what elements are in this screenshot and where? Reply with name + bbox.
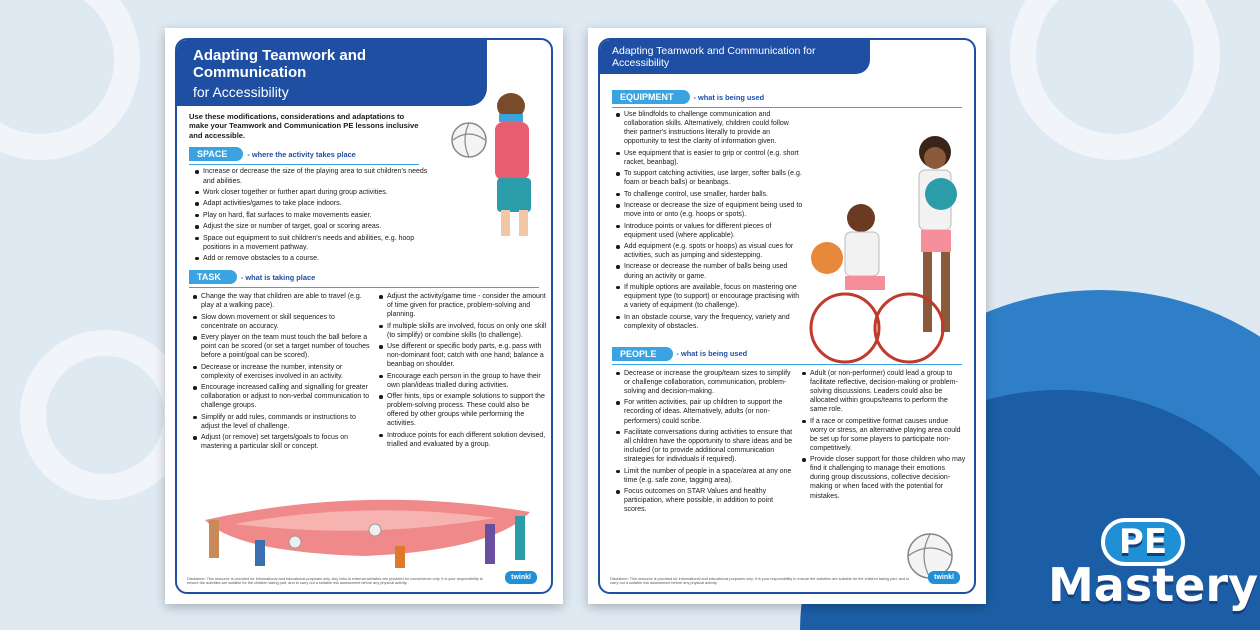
disclaimer-text: Disclaimer: This resource is provided for informational and educational purposes only. It is your responsibility to ensure the activities are suitable for the children taking part, and to carry out a suitable risk assessment before any physical activity. (610, 576, 910, 586)
list-item: Adapt activities/games to take place indoors. (193, 199, 439, 208)
people-tag: PEOPLE (612, 347, 673, 361)
list-item: Decrease or increase the group/team sizes to simplify or challenge collaboration, communication, problem-solving and decision-making. (614, 369, 794, 396)
people-subtitle: - what is being used (676, 349, 748, 359)
twinkl-badge: twinkl (505, 571, 537, 584)
wheelchair-players-illustration (805, 118, 975, 368)
list-item: Simplify or add rules, commands or instructions to adjust the level of challenge. (191, 413, 371, 431)
list-item: If multiple options are available, focus on mastering one equipment type (to support) or encourage practising with a variety of equipment (to challenge). (614, 283, 804, 310)
worksheet-page-1 (165, 28, 563, 604)
people-list-left (614, 367, 794, 517)
equipment-subtitle: - what is being used (693, 92, 765, 102)
page-title: Adapting Teamwork and Communication for Accessibility (600, 40, 870, 74)
list-item: Decrease or increase the number, intensity or complexity of exercises involved in an activity. (191, 363, 371, 381)
page-border (598, 38, 976, 594)
list-item: Increase or decrease the size of equipment being used to move into or onto (e.g. hoops or spots). (614, 201, 804, 219)
equipment-section-header (612, 90, 974, 104)
list-item: Use equipment that is easier to grip or control (e.g. short racket, beanbag). (614, 149, 804, 167)
equipment-list (614, 108, 804, 331)
logo-pe-text: PE (1101, 518, 1185, 566)
list-item: Increase or decrease the number of balls being used during an activity or game. (614, 262, 804, 280)
task-subtitle: - what is taking place (240, 272, 316, 282)
page-border (175, 38, 553, 594)
title-line-1: Adapting Teamwork and Communication (193, 47, 367, 81)
list-item: Adjust the size or number of target, goal or scoring areas. (193, 222, 439, 231)
list-item: For written activities, pair up children to support the recording of ideas. Alternatively, adults (or non-performers) could scribe. (614, 398, 794, 425)
list-item: Add equipment (e.g. spots or hoops) as visual cues for activities, such as jumping and sidestepping. (614, 242, 804, 260)
list-item: Add or remove obstacles to a course. (193, 254, 439, 263)
task-columns (177, 288, 551, 468)
list-item: Increase or decrease the size of the playing area to suit children's needs and abilities. (193, 167, 439, 185)
task-list-left (191, 290, 371, 454)
list-item: Play on hard, flat surfaces to make movements easier. (193, 211, 439, 220)
list-item: Provide closer support for those children who may find it challenging to manage their emotions during group discussions, collective decision-making or when faced with the potential for mistakes. (800, 455, 966, 500)
worksheet-page-2 (588, 28, 986, 604)
list-item: Every player on the team must touch the ball before a point can be scored (or set a target number of touches before a point/goal can be scored). (191, 333, 371, 360)
disclaimer-text: Disclaimer: This resource is provided for informational and educational purposes only. Any links to external websites are provided for convenience only. It is your responsibility to ensure the activities are suitable for the children taking part, and to carry out a suitable risk assessment before any physical activity. (187, 576, 483, 586)
list-item: Encourage each person in the group to have their own plan/ideas trialled during activities. (377, 372, 547, 390)
list-item: Introduce points or values for different pieces of equipment used (where applicable). (614, 222, 804, 240)
list-item: Introduce points for each different solution devised, trialled and evaluated by a group. (377, 431, 547, 449)
list-item: Change the way that children are able to travel (e.g. play at a walking pace). (191, 292, 371, 310)
list-item: Use blindfolds to challenge communication and collaboration skills. Alternatively, children could follow their partner's instructions literally to provide an opportunity to test the clarity of information given. (614, 110, 804, 146)
list-item: If multiple skills are involved, focus on only one skill (to simplify) or combine skills (to challenge). (377, 322, 547, 340)
list-item: If a race or competitive format causes undue worry or stress, an alternative playing area could be set up for some players to participate non-competitively. (800, 417, 966, 453)
list-item: Adult (or non-performer) could lead a group to facilitate reflective, decision-making or problem-solving discussions. Leaders could also be allocated within groups/teams to perform the same role. (800, 369, 966, 414)
list-item: Offer hints, tips or example solutions to support the problem-solving process. These could also be offered by other groups while performing the activities. (377, 392, 547, 428)
task-tag: TASK (189, 270, 237, 284)
task-list-right (377, 290, 547, 451)
list-item: Encourage increased calling and signalling for greater collaboration or adjust to non-verbal communication to challenge groups. (191, 383, 371, 410)
title-line-2: for Accessibility (193, 84, 289, 100)
equipment-tag: EQUIPMENT (612, 90, 690, 104)
list-item: Facilitate conversations during activities to ensure that all children have the opportunity to share ideas and be included (or to provide additional communication strategies for individuals if required). (614, 428, 794, 464)
list-item: Limit the number of people in a space/area at any one time (e.g. safe zone, tagging area). (614, 467, 794, 485)
list-item: Adjust (or remove) set targets/goals to focus on mastering a particular skill or concept. (191, 433, 371, 451)
twinkl-badge: twinkl (928, 571, 960, 584)
list-item: Use different or specific body parts, e.g. pass with non-dominant foot; catch with one hand; balance a beanbag on shoulder. (377, 342, 547, 369)
parachute-game-illustration (195, 490, 540, 570)
space-subtitle: - where the activity takes place (247, 149, 356, 159)
list-item: Adjust the activity/game time - consider the amount of time given for practice, problem-solving and planning. (377, 292, 547, 319)
list-item: In an obstacle course, vary the frequency, variety and complexity of obstacles. (614, 313, 804, 331)
task-section-header (189, 270, 551, 284)
people-list-right (800, 367, 966, 503)
logo-mastery-text: Mastery (1048, 558, 1259, 612)
list-item: To support catching activities, use larger, softer balls (e.g. foam or beach balls) or beanbags. (614, 169, 804, 187)
list-item: Space out equipment to suit children's needs and abilities, e.g. hoop positions in a movement pathway. (193, 234, 439, 252)
people-columns (600, 365, 974, 525)
pe-mastery-logo (1048, 518, 1259, 612)
background-swirl (0, 0, 140, 160)
background-swirl (1010, 0, 1220, 160)
list-item: Work closer together or further apart during group activities. (193, 188, 439, 197)
girl-holding-ball-illustration (439, 92, 553, 242)
list-item: To challenge control, use smaller, harder balls. (614, 190, 804, 199)
intro-text: Use these modifications, considerations and adaptations to make your Teamwork and Communication PE lessons inclusive and accessible. (189, 112, 419, 140)
space-tag: SPACE (189, 147, 243, 161)
space-list (193, 165, 439, 263)
list-item: Slow down movement or skill sequences to concentrate on accuracy. (191, 313, 371, 331)
list-item: Focus outcomes on STAR Values and healthy participation, where possible, in addition to point scores. (614, 487, 794, 514)
